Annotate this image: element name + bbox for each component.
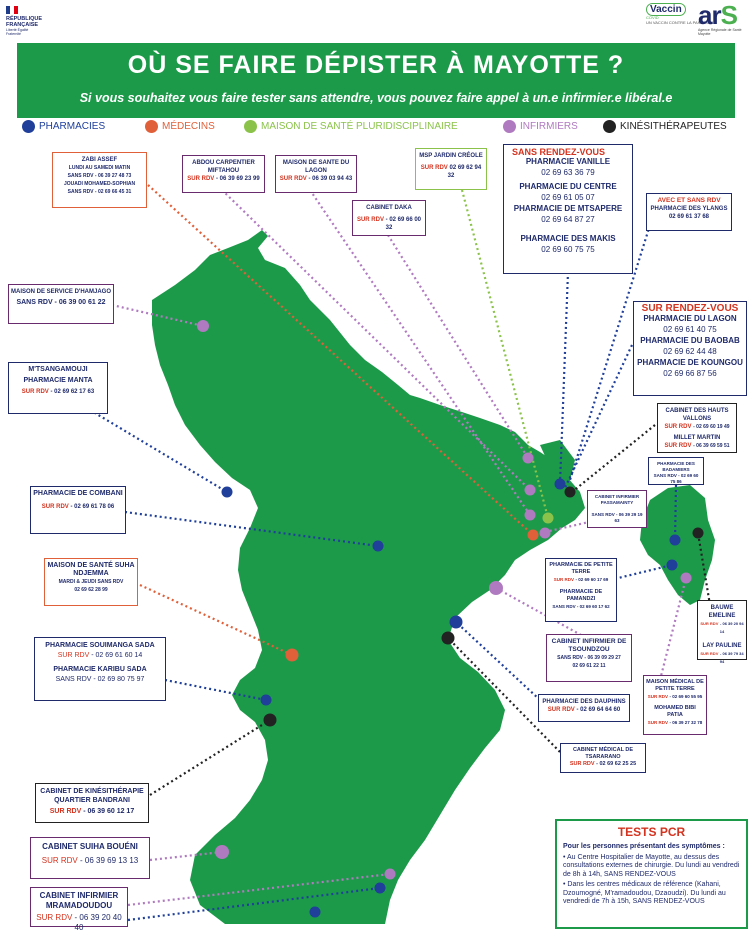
physio-marker	[442, 632, 455, 645]
box-name: M'TSANGAMOUJI	[28, 366, 88, 373]
phone: - 02 69 62 25 25	[596, 761, 637, 767]
phone: 02 69 62 94 32	[447, 165, 482, 179]
doctor-marker	[528, 530, 539, 541]
box-pharmacie-ylangs	[646, 193, 732, 231]
phone: - 06 39 20 40 40	[74, 913, 122, 932]
pharmacy-marker	[222, 487, 233, 498]
legend-label: INFIRMIERS	[520, 121, 578, 132]
vaccin-sub: COVID	[646, 15, 659, 20]
box-pharmacie-manta	[8, 362, 108, 414]
rdv-label: SUR RDV	[187, 176, 215, 182]
box-cabinet-tsoundzou	[546, 634, 632, 682]
legend-label: KINÉSITHÉRAPEUTES	[620, 121, 727, 132]
box-name: PHARMACIE DE PETITE TERRE	[549, 562, 613, 575]
box-line: SANS RDV - 02 69 66 45 31	[67, 189, 132, 195]
rdv-label: SUR RDV	[700, 621, 719, 626]
box-name: CABINET DE KINÉSITHÉRAPIE QUARTIER BANDRANI	[40, 788, 144, 804]
ars-label: ar	[698, 0, 721, 30]
box-header: SANS RENDEZ-VOUS	[512, 147, 606, 157]
phone: - 02 69 61 78 06	[70, 504, 115, 510]
rdv-label: SUR RDV	[41, 504, 69, 510]
pharmacy-name: PHARMACIE DU LAGON	[643, 314, 737, 323]
pcr-bullet: • Au Centre Hospitalier de Mayotte, au dessus des consultations externes de chirurgie. Du lundi au vendredi de 8h à 14h, SANS RENDEZ-VOUS	[563, 853, 740, 878]
box-cabinet-suiha-boueni	[30, 837, 150, 879]
box-sans-rendez-vous	[503, 144, 633, 274]
box-name: MOHAMED BIBI PATIA	[654, 705, 696, 718]
pharmacy-phone: 02 69 60 75 75	[541, 245, 595, 254]
box-sur-rendez-vous	[633, 301, 747, 396]
rdv-label: SUR RDV	[664, 443, 692, 449]
box-pharmacie-petite-terre	[545, 558, 617, 622]
legend-label: MAISON DE SANTÉ PLURIDISCIPLINAIRE	[261, 121, 458, 132]
box-maison-service-hamjago	[8, 284, 114, 324]
phone: SANS RDV - 02 69 80 75 97	[55, 676, 145, 683]
box-line: 02 69 61 22 11	[572, 663, 606, 669]
box-name: PHARMACIE DES YLANGS	[650, 206, 728, 212]
phone: - 02 69 61 60 14	[91, 652, 143, 659]
phone: - 06 39 60 12 17	[83, 808, 135, 815]
nurse-marker	[489, 581, 503, 595]
pharmacy-phone: 02 69 66 87 56	[663, 369, 717, 378]
box-bauwe-lay	[697, 600, 747, 664]
box-line: SANS RDV - 06 39 09 29 27	[557, 655, 621, 661]
box-header: SUR RENDEZ-VOUS	[641, 303, 739, 314]
gov-line2: FRANÇAISE	[6, 22, 39, 28]
box-maison-sante-lagon	[275, 155, 357, 193]
vaccin-label: Vaccin	[646, 3, 686, 16]
box-name: ZABI ASSEF	[81, 157, 118, 163]
phone: - 06 39 27 32 78	[669, 720, 703, 725]
box-name: CABINET DES HAUTS VALLONS	[665, 408, 729, 422]
legend-label: PHARMACIES	[39, 121, 106, 132]
pharmacy-marker	[373, 541, 384, 552]
pharmacy-name: PHARMACIE DE KOUNGOU	[637, 358, 743, 367]
rdv-label: SUR RDV	[356, 217, 384, 223]
phone: - 02 69 64 64 60	[576, 707, 621, 713]
box-maison-sante-suha	[44, 558, 138, 606]
rdv-label: SUR RDV	[664, 424, 692, 430]
rdv-label: SUR RDV	[57, 652, 90, 659]
box-pharmacie-combani	[30, 486, 126, 534]
phone: - 02 69 66 00 32	[385, 217, 422, 231]
rdv-label: SUR RDV	[41, 856, 78, 865]
pcr-title: TESTS PCR	[617, 825, 686, 839]
rdv-label: SUR RDV	[36, 913, 73, 922]
phone: - 02 69 60 55 95	[669, 694, 703, 699]
rdv-label: SUR RDV	[569, 761, 595, 767]
pharmacy-marker	[670, 535, 681, 546]
box-abdou-carpentier	[182, 155, 265, 193]
box-name: CABINET SUIHA BOUÉNI	[42, 842, 138, 851]
box-name: CABINET MÉDICAL DE TSARARANO	[572, 747, 634, 760]
box-name: PHARMACIE KARIBU SADA	[53, 666, 147, 673]
phone: - 06 39 20 94 14	[719, 621, 744, 634]
pharmacy-marker	[555, 479, 566, 490]
box-name: CABINET INFIRMIER PASSAMAINTY	[594, 494, 640, 505]
rdv-label: SUR RDV	[547, 707, 575, 713]
box-name: BAUWE EMELINE	[708, 605, 736, 619]
box-name: LAY PAULINE	[702, 643, 742, 649]
phone: SANS RDV - 06 39 00 61 22	[16, 299, 106, 306]
box-cabinet-hauts-vallons	[657, 403, 737, 453]
rdv-label: SUR RDV	[279, 176, 307, 182]
phone: - 02 69 60 17 69	[575, 577, 609, 582]
gov-line1: RÉPUBLIQUE	[6, 16, 43, 22]
pharmacy-marker	[261, 695, 272, 706]
nurse-marker	[681, 573, 692, 584]
pharmacy-phone: 02 69 61 05 07	[541, 193, 595, 202]
pharmacy-marker	[667, 560, 678, 571]
pharmacy-phone: 02 69 61 40 75	[663, 325, 717, 334]
vaccin-sub2: UN VACCIN CONTRE LA PANDÉMIE	[646, 20, 714, 25]
box-cabinet-daka	[352, 200, 426, 236]
box-pharmacie-dauphins	[538, 694, 630, 722]
box-cabinet-kinesitherapie-bandrani	[35, 783, 149, 823]
pharmacy-name: PHARMACIE DES MAKIS	[520, 234, 616, 243]
nurse-marker	[540, 528, 551, 539]
page-title: OÙ SE FAIRE DÉPISTER À MAYOTTE ?	[127, 51, 625, 79]
box-name: CABINET DAKA	[366, 205, 412, 211]
nurse-marker	[525, 485, 536, 496]
nurse-marker	[197, 320, 209, 332]
box-name: MSP JARDIN CRÉOLE	[419, 153, 483, 159]
legend-label: MÉDECINS	[162, 121, 215, 132]
pharmacy-marker	[310, 907, 321, 918]
box-name: CABINET INFIRMIER DE TSOUNDZOU	[551, 638, 627, 653]
rdv-label: SUR RDV	[420, 165, 448, 171]
box-name: PHARMACIE DE COMBANI	[33, 490, 123, 497]
phone: 02 69 61 37 68	[668, 214, 710, 220]
phone: - 06 39 69 59 51	[693, 443, 730, 449]
pharmacy-name: PHARMACIE VANILLE	[525, 157, 611, 166]
pharmacy-phone: 02 69 64 87 27	[541, 215, 595, 224]
box-name: PHARMACIE SOUIMANGA SADA	[45, 642, 155, 649]
ars-accent: S	[720, 0, 737, 30]
box-name: ABDOU CARPENTIER MIFTAHOU	[192, 160, 255, 174]
nurse-marker	[523, 453, 534, 464]
box-name: MAISON DE SANTE DU LAGON	[282, 160, 350, 174]
pharmacy-name: PHARMACIE DE MTSAPERE	[513, 204, 623, 213]
pharmacy-marker	[450, 616, 463, 629]
phone: SANS RDV - 02 69 60 75 86	[653, 473, 699, 484]
physio-marker	[565, 487, 576, 498]
box-pharmacie-souimanga	[34, 637, 166, 701]
box-maison-medical-petite-terre	[643, 675, 707, 735]
box-name: PHARMACIE MANTA	[23, 377, 93, 384]
box-name: PHARMACIE DE PAMANDZI	[559, 589, 603, 602]
box-name: MAISON DE SANTÉ SUHA NDJEMMA	[47, 562, 135, 577]
box-header: AVEC ET SANS RDV	[657, 197, 721, 204]
health-house-marker	[543, 513, 554, 524]
nurse-marker	[215, 845, 229, 859]
page-subtitle: Si vous souhaitez vous faire tester sans attendre, vous pouvez faire appel à un.e infirmier.e libéral.e	[79, 91, 673, 105]
box-line: LUNDI AU SAMEDI MATIN	[68, 165, 131, 171]
phone: - 06 39 79 34 94	[719, 651, 744, 664]
phone: - 02 69 60 19 49	[693, 424, 730, 430]
rdv-label: SUR RDV	[647, 720, 668, 725]
pcr-bullet: • Dans les centres médicaux de référence (Kahani, Dzoumogné, M'ramadoudou, Dzaoudzi). Du lundi au vendredi de 7h à 15h, SANS RENDEZ-VOUS	[563, 881, 726, 905]
phone: - 06 39 69 13 13	[79, 856, 139, 865]
box-name: MILLET MARTIN	[673, 435, 721, 441]
ars-sub: Agence Régionale de Santé Mayotte	[698, 28, 742, 36]
pharmacy-marker	[375, 883, 386, 894]
phone: - 02 69 62 17 63	[50, 389, 95, 395]
phone: - 06 39 03 94 43	[308, 176, 353, 182]
box-cabinet-tsararano	[560, 743, 646, 773]
box-cabinet-mramadoudou	[30, 887, 128, 932]
nurse-marker	[385, 869, 396, 880]
box-cabinet-passamainty	[587, 490, 647, 528]
box-name: PHARMACIE DES BADAMIERS	[657, 461, 695, 472]
box-line: 02 69 62 28 99	[74, 587, 108, 593]
doctor-marker	[286, 649, 299, 662]
rdv-label: SUR RDV	[49, 808, 82, 815]
nurse-marker	[525, 510, 536, 521]
box-name: PHARMACIE DES DAUPHINS	[542, 699, 626, 705]
box-msp-jardin-creole	[415, 148, 487, 190]
box-pharmacie-badamiers	[648, 457, 704, 485]
pharmacy-phone: 02 69 63 36 79	[541, 168, 595, 177]
phone: SANS RDV - 02 69 60 17 62	[552, 604, 610, 609]
rdv-label: SUR RDV	[21, 389, 49, 395]
pharmacy-name: PHARMACIE DU CENTRE	[519, 182, 617, 191]
physio-marker	[264, 714, 277, 727]
pharmacy-name: PHARMACIE DU BAOBAB	[640, 336, 740, 345]
rdv-label: SUR RDV	[700, 651, 719, 656]
box-line: MARDI & JEUDI SANS RDV	[58, 579, 124, 585]
pcr-intro: Pour les personnes présentant des symptômes :	[563, 843, 725, 850]
gov-line3: Liberté Égalité Fraternité	[6, 28, 29, 36]
box-line: JOUADI MOHAMED-SOPHIAN	[63, 181, 136, 187]
rdv-label: SUR RDV	[553, 577, 574, 582]
tests-pcr-panel	[555, 819, 748, 929]
petite-terre-island	[640, 485, 715, 605]
box-line: SANS RDV - 06 39 27 48 73	[67, 173, 132, 179]
box-zabi-assef	[52, 152, 147, 208]
phone: SANS RDV - 06 39 29 19 63	[591, 512, 643, 523]
phone: - 06 39 69 23 99	[215, 176, 260, 182]
rdv-label: SUR RDV	[647, 694, 668, 699]
box-name: CABINET INFIRMIER MRAMADOUDOU	[39, 891, 119, 910]
box-name: MAISON MÉDICAL DE PETITE TERRE	[646, 679, 704, 692]
physio-marker	[693, 528, 704, 539]
pharmacy-phone: 02 69 62 44 48	[663, 347, 717, 356]
box-name: MAISON DE SERVICE D'HAMJAGO	[11, 289, 111, 295]
